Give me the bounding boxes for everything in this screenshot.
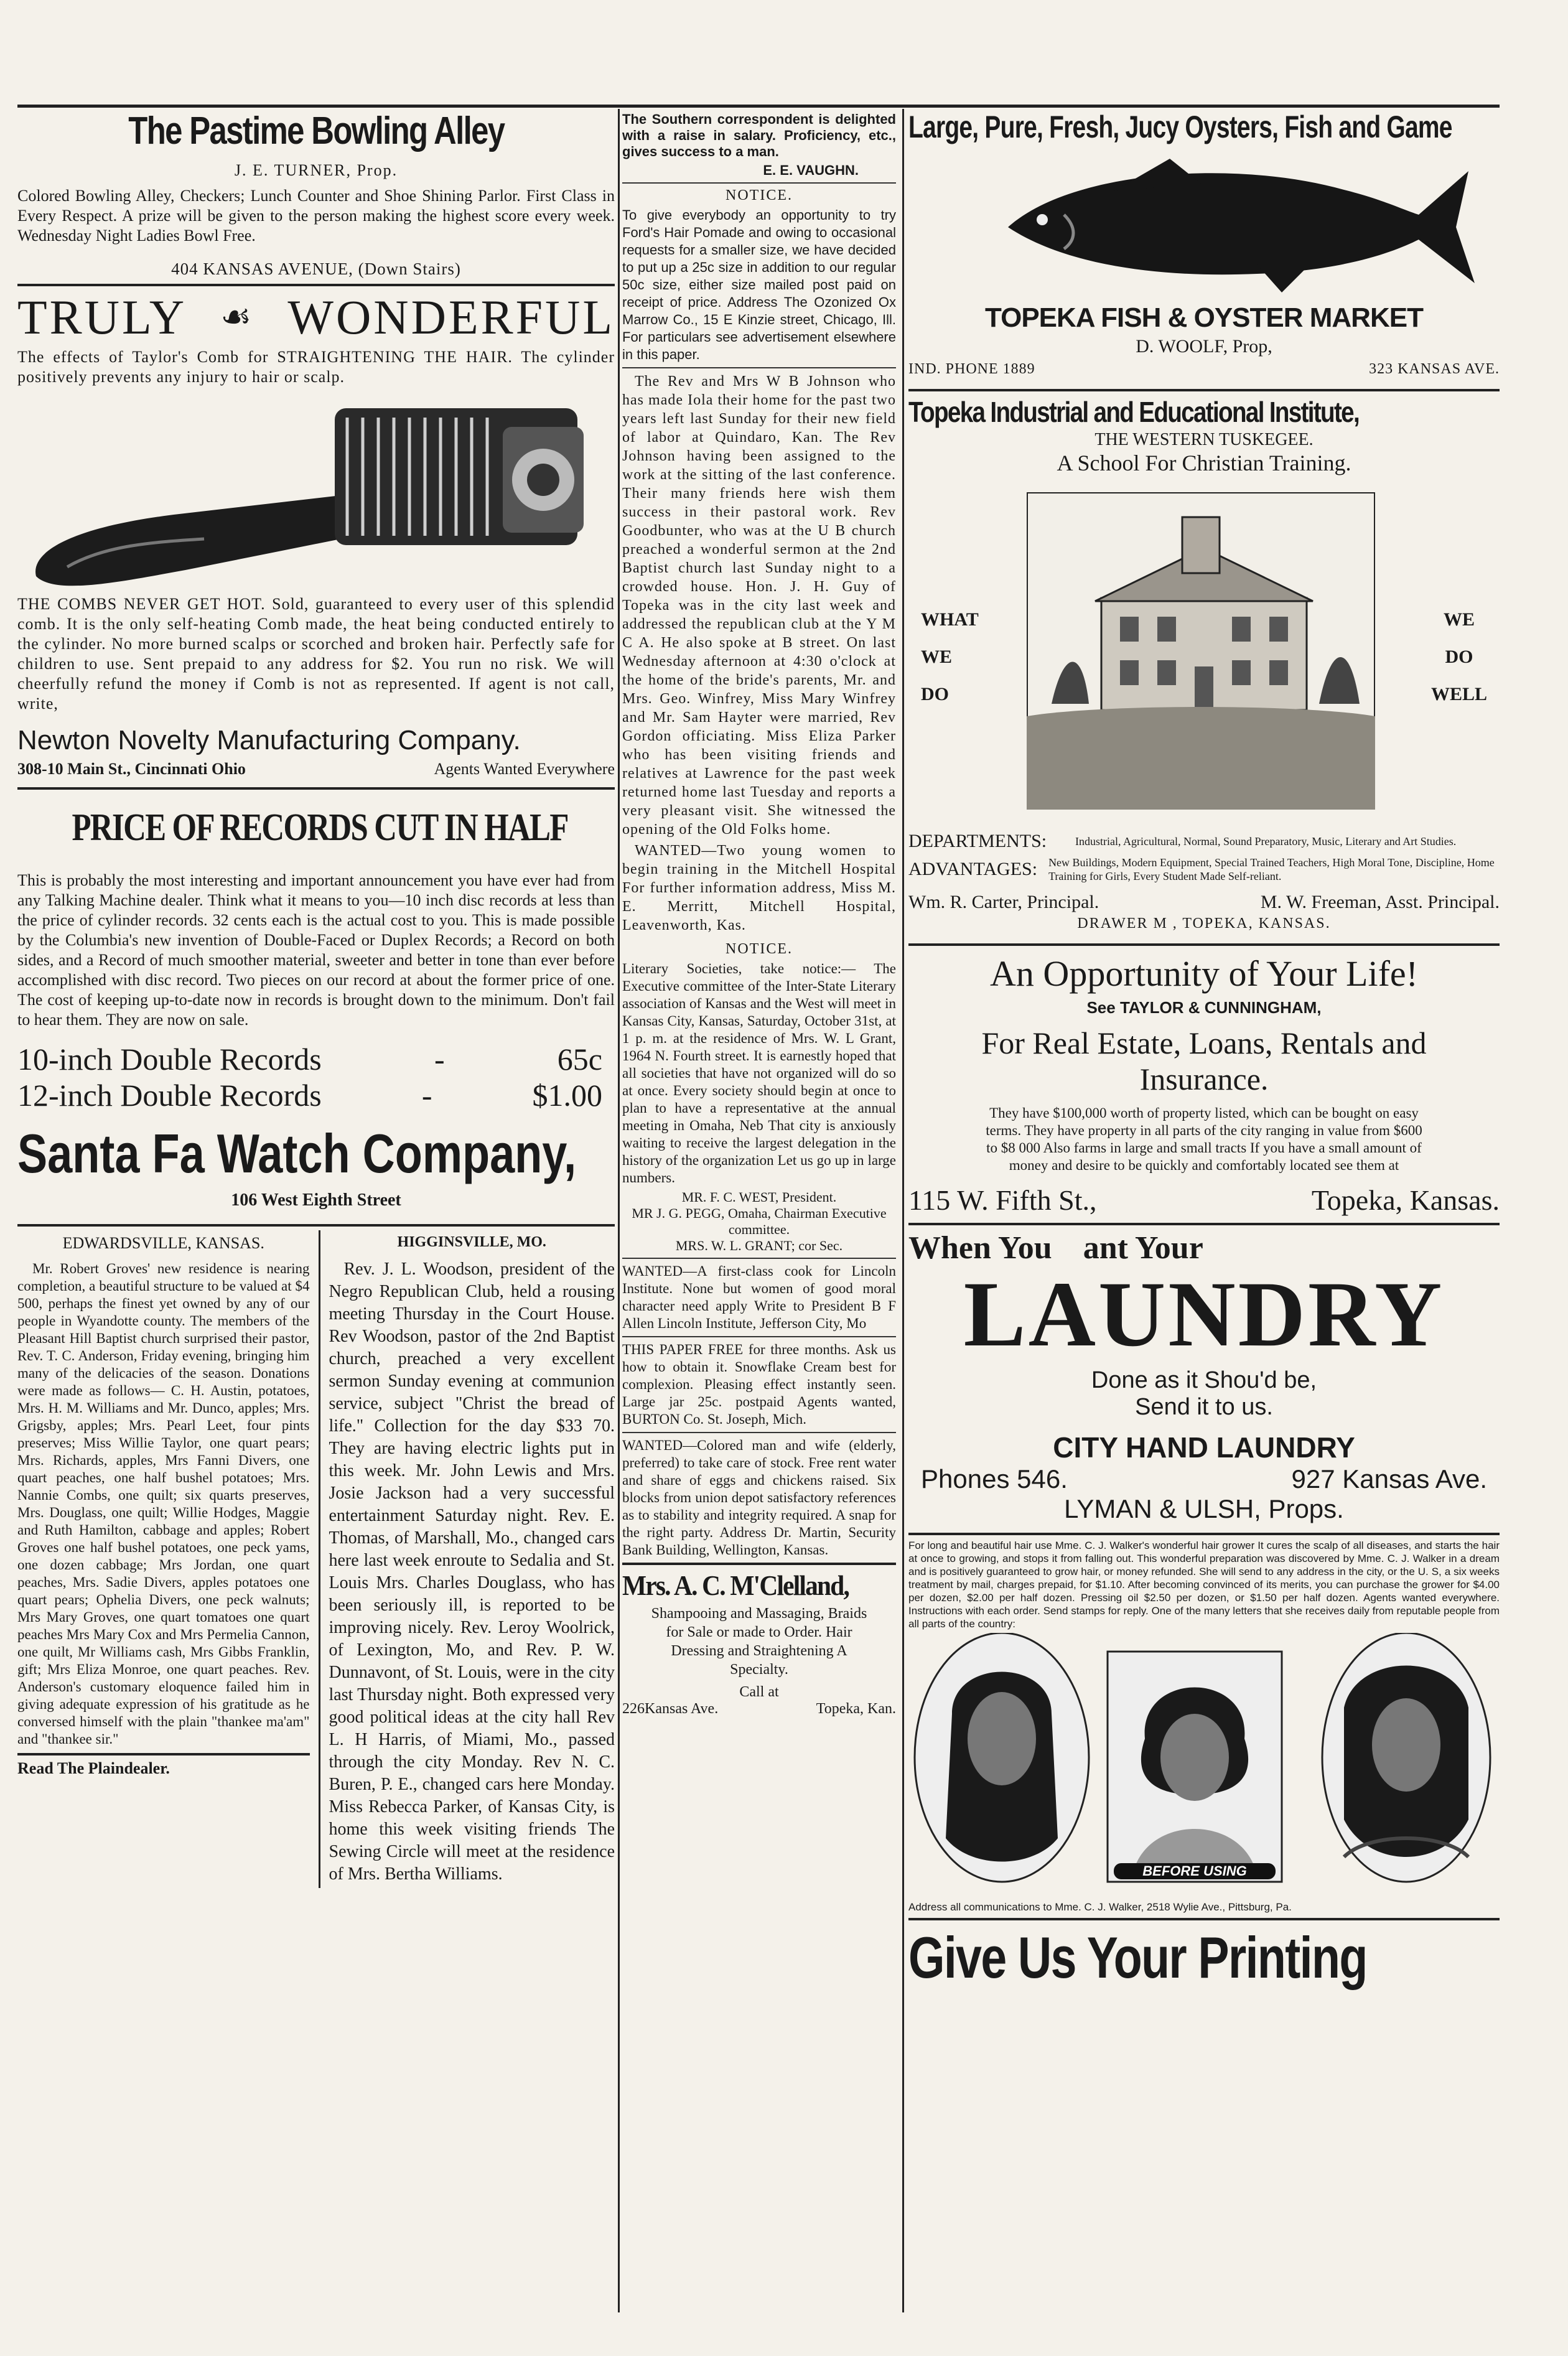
institute-ad (908, 395, 1500, 932)
divider (17, 1224, 615, 1227)
records-headline: PRICE OF RECORDS CUT IN HALF (72, 806, 568, 849)
institute-picture-area (908, 480, 1500, 828)
mcclelland-body: Shampooing and Massaging, Braids for Sale or made to Order. Hair Dressing and Straightening A Specialty. (651, 1606, 867, 1678)
opportunity-see: See TAYLOR & CUNNINGHAM, (1086, 998, 1322, 1017)
comb-address: 308-10 Main St., Cincinnati Ohio (17, 760, 246, 778)
walker-address: Address all communications to Mme. C. J. Walker, 2518 Wylie Ave., Pittsburg, Pa. (908, 1901, 1292, 1913)
laundry-send: Send it to us. (1135, 1394, 1273, 1420)
fish-market-name: TOPEKA FISH & OYSTER MARKET (985, 302, 1423, 333)
wanted-cook: WANTED—A first-class cook for Lincoln Institute. None but women of good moral character need apply Write to President B F Allen Lincoln Institute, Jefferson City, Mo (622, 1263, 896, 1331)
walker-ad (908, 1539, 1500, 1914)
laundry-ad (908, 1229, 1500, 1524)
column-rule-2 (902, 109, 904, 2312)
divider (17, 787, 615, 790)
column-right (908, 109, 1500, 1993)
edwardsville-news (17, 1230, 310, 1888)
institute-left-3: DO (921, 684, 949, 704)
opportunity-ad (908, 952, 1500, 1218)
institute-dept-text: Industrial, Agricultural, Normal, Sound Preparatory, Music, Literary and Art Studies. (1075, 835, 1457, 848)
walker-body: For long and beautiful hair use Mme. C. J. Walker's wonderful hair grower It cures the scalp of all diseases, and starts the hair at once to growing, and stops it from falling out. This wonderful preparation was discovered by Mme. C. J. Walker in a dream and is positively guaranteed to grow hair, or money refunded. She will send to any address in the city, or the U. S, a six weeks treatment by mail, charges prepaid, for $1.10. After becoming convinced of its merits, you can purchase the grower for $4.00 per dozen, $2.00 per half dozen. Pressing oil $2.50 per dozen, or $1.50 per half dozen. Agents wanted everywhere. Instructions with each order. Send stamps for reply. One of the many letters that she receives daily from reputable people from all parts of the country: (908, 1540, 1500, 1630)
institute-asst-principal: M. W. Freeman, Asst. Principal. (1260, 892, 1500, 912)
comb-headline-right: WONDERFUL (287, 290, 615, 344)
wanted-couple: WANTED—Colored man and wife (elderly, preferred) to take care of stock. Free rent water and share of eggs and chickens raised. Six blocks from union depot satisfactory references as to stability and integrity required. A snap for the right party. Address Dr. Martin, Security Bank Building, Wellington, Kansas. (622, 1437, 896, 1558)
comb-agents: Agents Wanted Everywhere (434, 760, 615, 778)
records-line1-label: 10-inch Double Records (17, 1042, 322, 1077)
opportunity-line1: For Real Estate, Loans, Rentals and (981, 1026, 1427, 1060)
church-news: The Rev and Mrs W B Johnson who has made Iola their home for the past two years left last Sunday for their new field of labor at Quindaro, Kan. The Rev Johnson having been assigned to the work at the sitting of the last conference. Their many friends here wish them success in their pastoral work. Rev Goodbunter, who was at the U B church preached a wonderful sermon at the 2nd Baptist church last Sunday night to a crowded house. Hon. J. H. Guy of Topeka was in the city last week and addressed the republican club at the Y M C A. He also spoke at B street. On last Wednesday afternoon at 4:30 o'clock at the home of the bride's parents, Mr. and Mrs. Geo. Winfrey, Miss Mary Winfrey and Mr. Sam Hayter were married, Rev Gordon officiating. Miss Eliza Parker who has been visiting friends and relatives at Lawrence for the past week returned home last Tuesday and reports a very pleasant visit. She witnessed the opening of the Old Folks home. (622, 373, 896, 838)
institute-drawer: DRAWER M , TOPEKA, KANSAS. (1077, 915, 1331, 932)
signature-president: MR. F. C. WEST, President. (681, 1189, 837, 1205)
edwardsville-footer: Read The Plaindealer. (17, 1759, 170, 1777)
comb-headline-left: TRULY (17, 290, 187, 344)
signature-chairman: MR J. G. PEGG, Omaha, Chairman Executive committee. (632, 1205, 887, 1237)
mcclelland-city: Topeka, Kan. (816, 1701, 896, 1717)
column-left (17, 109, 615, 1888)
divider (908, 1223, 1500, 1225)
fish-market-ad (908, 109, 1500, 378)
walker-portraits (908, 1633, 1500, 1894)
institute-adv-label: ADVANTAGES: (908, 859, 1038, 879)
bowling-title: The Pastime Bowling Alley (128, 110, 505, 152)
institute-title: Topeka Industrial and Educational Institute, (908, 396, 1360, 428)
records-body: This is probably the most interesting and important announcement you have ever had from any Talking Machine dealer. Think what it means to you—10 inch disc records at less than the price of cylinder records. 32 cents each is the actual cost to you. This is made possible by the Columbia's new invention of Double-Faced or Duplex Records; a Record on both sides, and a Record of much smoother material, sweeter and better in tone than ever before accomplished with disc record. Two pieces on our record at about the former price of one. The cost of keeping up-to-date now in records is brought down to the minimum. Don't fail to hear them. They are now on sale. (17, 871, 615, 1029)
fish-address: 323 KANSAS AVE. (1369, 361, 1500, 377)
mcclelland-address: 226Kansas Ave. (622, 1701, 719, 1717)
institute-subtitle: THE WESTERN TUSKEGEE. (1094, 430, 1314, 449)
laundry-phones: Phones 546. (921, 1464, 1068, 1494)
walker-caption: BEFORE USING (1114, 1863, 1276, 1879)
correspondent-signature: E. E. VAUGHN. (763, 162, 859, 178)
bowling-ad (17, 109, 615, 279)
records-address: 106 West Eighth Street (231, 1190, 401, 1210)
wanted-nurses: WANTED—Two young women to begin training in the Mitchell Hospital For further information address, Miss M. E. Merritt, Mitchell Hospital, Leavenworth, Kas. (622, 843, 896, 933)
fish-phone: IND. PHONE 1889 (908, 361, 1035, 377)
walker-portraits-image (908, 1633, 1493, 1894)
opportunity-city: Topeka, Kansas. (1311, 1184, 1500, 1216)
mcclelland-call: Call at (739, 1684, 779, 1700)
notice-body: To give everybody an opportunity to try Ford's Hair Pomade and owing to occasional requests for a smaller size, we have decided to put up a 25c size in addition to our regular 50c size, either size mailed post paid on receipt of price. Address The Ozonized Ox Marrow Co., 15 E Kinzie street, Chicago, Ill. For particulars see advertisement elsewhere in this paper. (622, 207, 896, 362)
laundry-address: 927 Kansas Ave. (1291, 1464, 1487, 1494)
printing-headline: Give Us Your Printing (908, 1925, 1367, 1990)
divider (908, 389, 1500, 391)
records-ad: PRICE OF RECORDS CUT IN HALF This is probably the most interesting and important announcement you have ever had from any Talking Machine dealer. Think what it means to you—10 inch disc records at less than the price of cylinder records. 32 cents each is the actual cost to you. This is made possible by the Columbia's new invention of Double-Faced or Duplex Records; a Record on both sides, and a Record of much smoother material, sweeter and better in tone than ever before accomplished with disc record. Two pieces on our record at about the former price of one. The cost of keeping up-to-date now in records is brought down to the minimum. Don't fail to hear them. They are now on sale. 10-inch Double Records - 65c 12-inch Double Records - $1.00 Santa Fa Watch Company, 106 West Eighth Street (17, 806, 615, 1210)
fish-illustration (908, 146, 1493, 296)
comb-company: Newton Novelty Manufacturing Company. (17, 725, 521, 755)
flourish-icon: ☙ (220, 298, 254, 337)
laundry-done: Done as it Shou'd be, (1091, 1367, 1317, 1393)
records-company: Santa Fa Watch Company, (17, 1123, 577, 1184)
opportunity-headline: An Opportunity of Your Life! (990, 953, 1418, 994)
divider (908, 1533, 1500, 1535)
records-line1-price: 65c (557, 1042, 602, 1077)
edwardsville-heading: EDWARDSVILLE, KANSAS. (62, 1234, 264, 1252)
higginsville-news (329, 1230, 615, 1888)
higginsville-heading: HIGGINSVILLE, MO. (397, 1234, 546, 1250)
column-rule-1 (618, 109, 620, 2312)
local-news (17, 1230, 615, 1888)
paper-free-ad: THIS PAPER FREE for three months. Ask us how to obtain it. Snowflake Cream best for complexion. Pleasing effect instantly seen. Large jar 25c. postpaid Agents wanted, BURTON Co. St. Joseph, Mich. (622, 1342, 896, 1427)
institute-dept-label: DEPARTMENTS: (908, 831, 1047, 851)
bowling-proprietor: J. E. TURNER, Prop. (234, 161, 398, 179)
fish-headline: Large, Pure, Fresh, Jucy Oysters, Fish and Game (908, 110, 1452, 144)
top-rule (17, 105, 1500, 108)
notice-heading: NOTICE. (726, 187, 793, 203)
institute-right-3: WELL (1430, 684, 1487, 704)
comb-illustration (17, 390, 602, 589)
records-line2-price: $1.00 (532, 1078, 602, 1113)
laundry-big: LAUNDRY (963, 1263, 1445, 1366)
bowling-body: Colored Bowling Alley, Checkers; Lunch Counter and Shoe Shining Parlor. First Class in Every Respect. A prize will be given to the person making the highest score every week. Wednesday Night Ladies Bowl Free. (17, 187, 615, 245)
institute-left-1: WHAT (921, 609, 979, 630)
records-line2-label: 12-inch Double Records (17, 1078, 322, 1113)
laundry-props: LYMAN & ULSH, Props. (1064, 1494, 1344, 1523)
institute-right-2: DO (1445, 647, 1473, 667)
institute-right-1: WE (1443, 609, 1475, 630)
edwardsville-body: Mr. Robert Groves' new residence is nearing completion, a beautiful structure to be valued at $4 500, perhaps the finest yet owned by any of our people in Wyandotte county. The members of the Pleasant Hill Baptist church surprised their pastor, Rev. T. C. Anderson, Friday evening, bringing him many of the delicacies of the season. Donations were made as follows— C. H. Austin, potatoes, Mrs. H. M. Williams and Mr. Dunco, apples; Mrs. Grigsby, apples; Mrs. Pearl Leet, four pints preserves; Miss Willie Taylor, one quart pears; Mrs. Richards, apples, Mrs Fanni Divers, one quart peaches, one half bushel potatoes; Mrs. Nannie Combs, one quilt; six quarts preserves, Mrs. Douglass, one quilt; Willie Hodges, Maggie and Ruth Hamilton, cabbage and apples; Robert Groves one half bushel potatoes, one peck yams, one dozen cabbage; Mrs Jordan, one quart peaches, Mrs. Sadie Divers, apples potatoes one quart pears; Ophelia Divers, one peck walnuts; Mrs Mary Groves, one quart tomatoes one quart peaches Mrs Mary Cox and Mrs Permelia Cannon, one quilt, Mr Williams cash, Mrs Gibbs Franklin, gift; Mrs Eliza Monroe, one quart peaches. Rev. Anderson's customary eloquence failed him in giving adequate expression of his gratitude as he conversed himself with the plain "thankee ma'am" and "thankee sir." (17, 1261, 310, 1747)
opportunity-address: 115 W. Fifth St., (908, 1184, 1097, 1216)
divider (17, 284, 615, 286)
signature-secretary: MRS. W. L. GRANT; cor Sec. (675, 1238, 843, 1253)
bowling-address: 404 KANSAS AVENUE, (Down Stairs) (171, 259, 461, 278)
divider (908, 943, 1500, 946)
notice2-heading: NOTICE. (726, 941, 793, 957)
comb-intro: The effects of Taylor's Comb for STRAIGHTENING THE HAIR. The cylinder positively prevents any injury to hair or scalp. (17, 348, 615, 386)
institute-principal: Wm. R. Carter, Principal. (908, 892, 1099, 912)
institute-adv-text: New Buildings, Modern Equipment, Special Trained Teachers, High Moral Tone, Discipline, Home Training for Girls, Every Student Made Self-reliant. (1048, 856, 1495, 882)
institute-building-image (1027, 492, 1375, 810)
opportunity-body: They have $100,000 worth of property listed, which can be bought on easy terms. They have property in all parts of the city ranging in value from $600 to $8 000 Also farms in large and small tracts If you have a small amount of money and desire to be quickly and comfortably located see them at (986, 1105, 1422, 1173)
higginsville-body: Rev. J. L. Woodson, president of the Negro Republican Club, held a rousing meeting Thursday in the Court House. Rev Woodson, pastor of the 2nd Baptist church, preached a very excellent sermon Sunday evening at communion service, subject "Christ the bread of life." Collection for the day $33 70. They are having electric lights put in this week. Mr. John Lewis and Mrs. Josie Jackson had a very successful entertainment Saturday night. Rev. E. Thomas, of Marshall, Mo., changed cars here last week enroute to Sedalia and St. Louis Mrs. Charles Douglass, who has been seriously ill, is reported to be improving nicely. Rev. Leroy Woolrick, of Lexington, Mo, and Rev. P. W. Dunnavont, of St. Louis, were in the city last Thursday night. Both expressed very good political ideas at the city hall Rev L. H Harris, of Miami, Mo., passed through the city Monday. Rev N. C. Buren, P. E., changed cars here Monday. Miss Rebecca Parker, of Kansas City, is home this week visiting friends The Sewing Circle will meet at the residence of Mrs. Bertha Williams. (329, 1260, 615, 1884)
comb-ad (17, 290, 615, 778)
notice2-body: Literary Societies, take notice:— The Executive committee of the Inter-State Literary association of Kansas and the West will meet in Kansas City, Kansas, Saturday, October 31st, at 1 p. m. at the residence of Mrs. W. L Grant, 1964 N. Fourth street. It is earnestly hoped that all societies that have not organized will do so at once. Every society should begin at once to plan to have a representative at the annual meeting in Omaha, Neb That city is anxiously waiting to receive the largest delegation in the history of the organization Let us go up in large numbers. (622, 961, 896, 1185)
laundry-name: CITY HAND LAUNDRY (1053, 1431, 1355, 1464)
divider (908, 1918, 1500, 1920)
fish-prop: D. WOOLF, Prop, (1136, 336, 1272, 357)
institute-tagline: A School For Christian Training. (1057, 451, 1351, 475)
mcclelland-title: Mrs. A. C. M'Clelland, (622, 1569, 849, 1601)
mcclelland-ad (622, 1569, 896, 1718)
correspondent-intro: The Southern correspondent is delighted with a raise in salary. Proficiency, etc., gives success to a man. (622, 111, 896, 159)
laundry-head-b: ant Your (1083, 1230, 1203, 1266)
column-middle (622, 109, 896, 1718)
opportunity-line2: Insurance. (1139, 1062, 1269, 1096)
laundry-head-a: When You (908, 1230, 1052, 1266)
institute-left-2: WE (921, 647, 953, 667)
comb-body: THE COMBS NEVER GET HOT. Sold, guaranteed to every user of this splendid comb. It is the only self-heating Comb made, the heat being conducted entirely to the cylinder. No more burned scalps or scorched and broken hair. Perfectly safe for children to use. Sent prepaid to any address for $2. You run no risk. We will cheerfully refund the money if Comb is not as represented. If agent is not call, write, (17, 595, 615, 713)
